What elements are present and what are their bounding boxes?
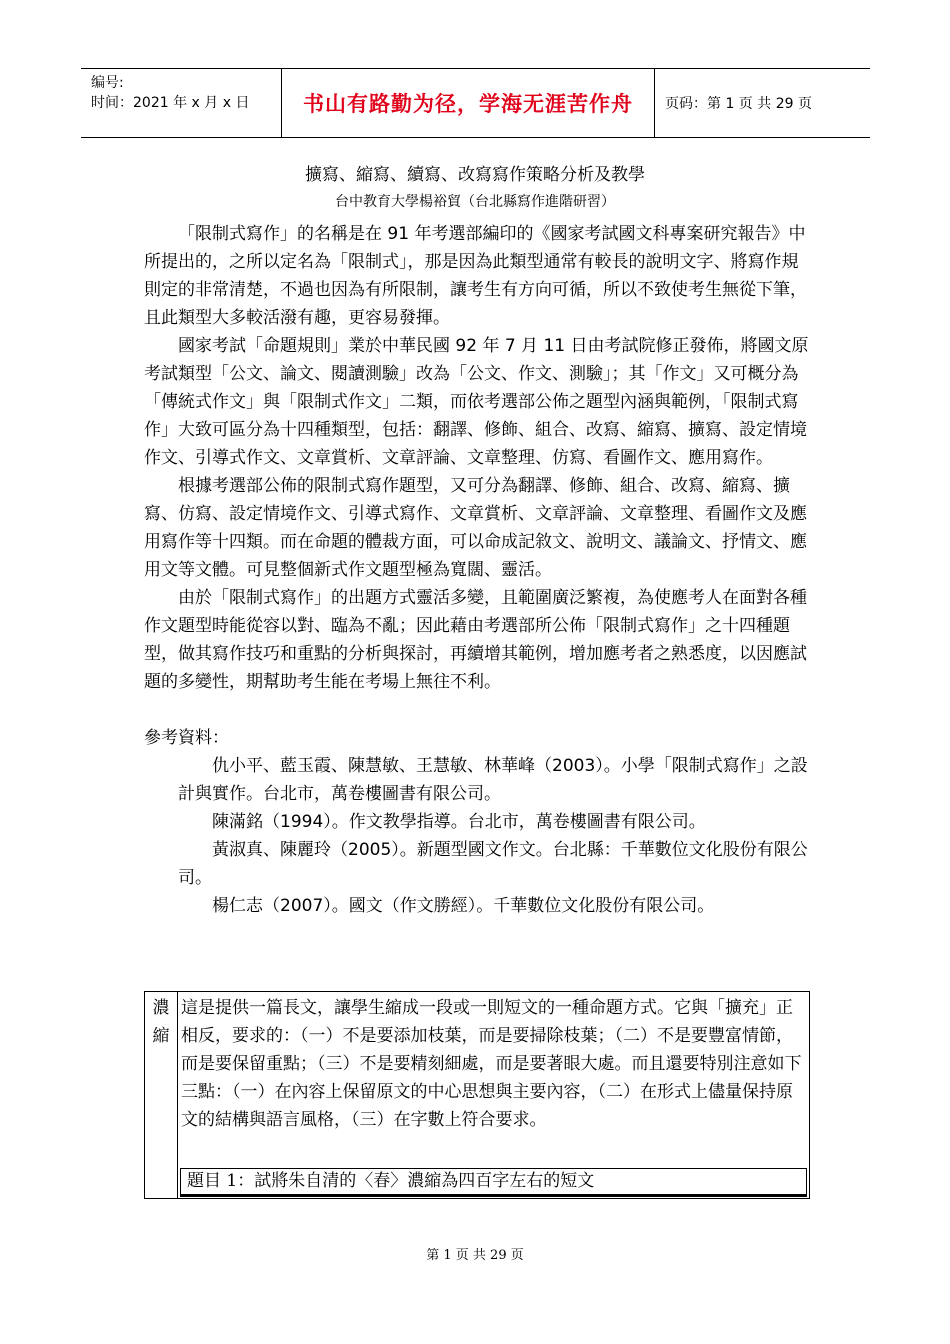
- paragraph: 國家考試「命題規則」業於中華民國 92 年 7 月 11 日由考試院修正發佈，將國文原考試類型「公文、論文、閱讀測驗」改為「公文、作文、測驗」；其「作文」又可概分為「傳統式作文」與「限制式作文」二類，而依考選部公佈之題型內涵與範例，「限制式寫作」大致可區分為十四種類型，包括：翻譯、修飾、組合、改寫、縮寫、擴寫、設定情境作文、引導式作文、文章賞析、文章評論、文章整理、仿寫、看圖作文、應用寫作。: [144, 336, 809, 468]
- table-description: 這是提供一篇長文，讓學生縮成一段或一則短文的一種命題方式。它與「擴充」正相反，要求的：（一）不是要添加枝葉，而是要掃除枝葉；（二）不是要豐富情節，而是要保留重點；（三）不是要精刻細處，而是要著眼大處。而且還要特別注意如下三點：（一）在內容上保留原文的中心思想與主要內容，（二）在形式上儘量保持原文的結構與語言風格，（三）在字數上符合要求。: [181, 998, 802, 1130]
- reference-item: 黃淑真、陳麗玲（2005）。新題型國文作文。台北縣：千華數位文化股份有限公司。: [178, 840, 808, 888]
- header-meta-cell: [81, 69, 282, 137]
- paragraph: 「限制式寫作」的名稱是在 91 年考選部編印的《國家考試國文科專案研究報告》中所提出的，之所以定名為「限制式」，那是因為此類型通常有較長的說明文字、將寫作規則定的非常清楚，不過也因為有所限制，讓考生有方向可循，所以不致使考生無從下筆，且此類型大多較活潑有趣，更容易發揮。: [144, 224, 807, 328]
- paragraph: 根據考選部公佈的限制式寫作題型，又可分為翻譯、修飾、組合、改寫、縮寫、擴寫、仿寫、設定情境作文、引導式寫作、文章賞析、文章評論、文章整理、看圖作文及應用寫作等十四類。而在命題的體裁方面，可以命成記敘文、說明文、議論文、抒情文、應用文等文體。可見整個新式作文題型極為寬闊、靈活。: [144, 476, 807, 580]
- reference-item: 仇小平、藍玉霞、陳慧敏、王慧敏、林華峰（2003）。小學「限制式寫作」之設計與實作。台北市，萬卷樓圖書有限公司。: [178, 756, 808, 804]
- motto: 书山有路勤为径，学海无涯苦作舟: [282, 69, 655, 137]
- document-subtitle: 台中教育大學楊裕貿（台北縣寫作進階研習）: [335, 194, 615, 210]
- table-side-label: 濃縮: [145, 992, 178, 1198]
- reference-item: 楊仁志（2007）。國文（作文勝經）。千華數位文化股份有限公司。: [212, 896, 715, 916]
- number-label: 编号:: [91, 75, 124, 91]
- time-line: 时间：2021 年 x 月 x 日: [91, 95, 250, 111]
- task-box: 題目 1：試將朱自清的〈春〉濃縮為四百字左右的短文: [180, 1168, 807, 1195]
- header-table: [81, 68, 870, 138]
- page-footer: 第 1 页 共 29 页: [426, 1248, 524, 1263]
- table-main-cell: [178, 992, 809, 1198]
- document-body: [144, 220, 814, 920]
- document-title: 擴寫、縮寫、續寫、改寫寫作策略分析及教學: [305, 165, 645, 185]
- condense-table: [144, 991, 810, 1199]
- paragraph: 由於「限制式寫作」的出題方式靈活多變，且範圍廣泛繁複，為使應考人在面對各種作文題型時能從容以對、臨為不亂；因此藉由考選部所公佈「限制式寫作」之十四種題型，做其寫作技巧和重點的分析與探討，再續增其範例，增加應考者之熟悉度，以因應試題的多變性，期幫助考生能在考場上無往不利。: [144, 588, 807, 692]
- references-heading: 參考資料：: [144, 728, 229, 748]
- page-info: 页码：第 1 页 共 29 页: [665, 96, 812, 112]
- reference-item: 陳滿銘（1994）。作文教學指導。台北市，萬卷樓圖書有限公司。: [212, 812, 706, 832]
